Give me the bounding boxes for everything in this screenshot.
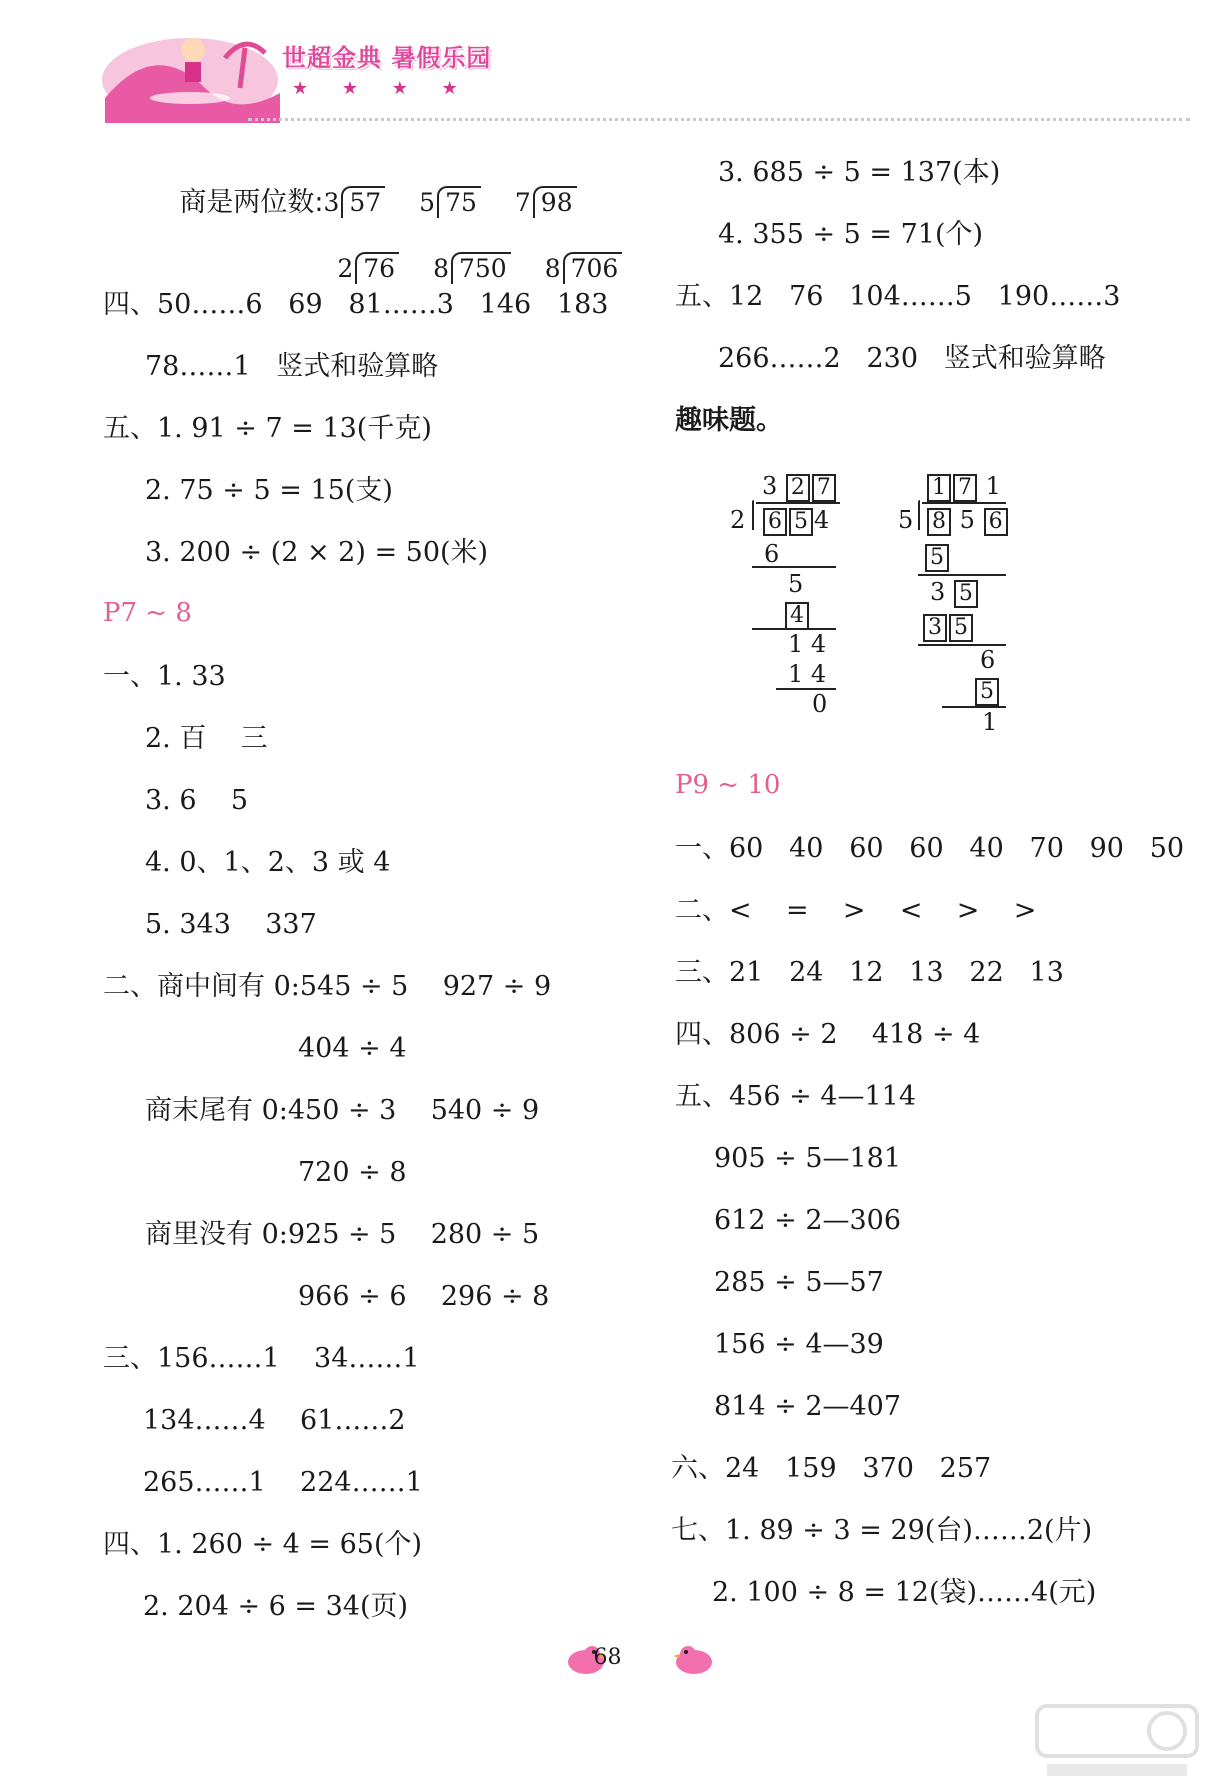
division-bar <box>922 502 1006 504</box>
puzzle1-step: 1 4 <box>788 630 827 658</box>
digit: 4 <box>814 506 830 534</box>
puzzle1-dividend <box>762 506 829 536</box>
dividend: 750 <box>451 252 511 284</box>
answer-line: 966 ÷ 6 296 ÷ 8 <box>298 1281 550 1312</box>
answer-line: 四、1. 260 ÷ 4 = 65(个) <box>103 1529 423 1560</box>
brand-title: 世超金典 暑假乐园 <box>282 44 492 72</box>
answer-box: 2 <box>786 474 810 502</box>
long-division-item <box>433 252 511 286</box>
puzzle2-step: 6 <box>980 646 996 674</box>
puzzle1-step: 5 <box>788 570 804 598</box>
division-rule <box>752 566 836 568</box>
dividend: 57 <box>341 186 385 218</box>
answer-line: 3. 685 ÷ 5 = 137(本) <box>718 157 1001 188</box>
long-division-item <box>337 252 399 286</box>
digit: 3 <box>762 472 778 500</box>
dividend: 98 <box>533 186 577 218</box>
answer-line: 一、60 40 60 60 40 70 90 50 <box>675 833 1185 864</box>
divisor: 8 <box>433 254 449 283</box>
puzzle1-step <box>784 600 810 630</box>
answer-line: 78……1 竖式和验算略 <box>145 351 439 382</box>
answer-line: 商里没有 0:925 ÷ 5 280 ÷ 5 <box>145 1219 540 1250</box>
answer-line: 二、商中间有 0:545 ÷ 5 927 ÷ 9 <box>103 971 552 1002</box>
answer-line: 一、1. 33 <box>103 661 226 692</box>
answer-line: 二、< = > < > > <box>675 895 1037 926</box>
answer-line: 612 ÷ 2—306 <box>714 1205 902 1236</box>
answer-line: 905 ÷ 5—181 <box>714 1143 902 1174</box>
divisor: 7 <box>514 188 531 217</box>
section-heading-p7-8: P7 ~ 8 <box>103 598 192 628</box>
answer-box: 6 <box>984 508 1008 536</box>
long-division-item <box>515 186 577 220</box>
answer-line: 五、12 76 104……5 190……3 <box>675 281 1121 312</box>
answer-line: 3. 200 ÷ (2 × 2) = 50(米) <box>145 537 489 568</box>
answer-box: 1 <box>927 474 951 502</box>
dividend: 706 <box>563 252 623 284</box>
puzzle1-step: 1 4 <box>788 660 827 688</box>
answer-line: 四、806 ÷ 2 418 ÷ 4 <box>675 1019 981 1050</box>
divisor: 2 <box>337 254 354 283</box>
answer-box: 8 <box>927 508 951 536</box>
answer-line: 2. 100 ÷ 8 = 12(袋)……4(元) <box>712 1577 1097 1608</box>
division-bracket <box>918 500 920 530</box>
answer-line: 814 ÷ 2—407 <box>714 1391 902 1422</box>
long-division-item <box>419 186 481 220</box>
answer-line: 134……4 61……2 <box>143 1405 406 1436</box>
section-heading-p9-10: P9 ~ 10 <box>675 770 781 800</box>
answer-box: 5 <box>949 614 973 642</box>
puzzle1-quotient <box>762 472 837 502</box>
puzzle2-step <box>922 612 974 642</box>
answer-box: 4 <box>785 602 809 630</box>
answer-line: 265……1 224……1 <box>143 1467 423 1498</box>
answer-line: 四、50……6 69 81……3 146 183 <box>103 289 609 320</box>
answer-line: 五、1. 91 ÷ 7 = 13(千克) <box>103 413 432 444</box>
puzzle2-dividend <box>926 506 1009 536</box>
answer-line: 2. 204 ÷ 6 = 34(页) <box>143 1591 409 1622</box>
digit: 3 <box>930 578 946 606</box>
answer-line: 2. 75 ÷ 5 = 15(支) <box>145 475 393 506</box>
dividend: 75 <box>437 186 481 218</box>
answer-box: 7 <box>953 474 977 502</box>
answer-line: 720 ÷ 8 <box>298 1157 407 1188</box>
page-number: 68 <box>593 1645 622 1670</box>
answer-line: 七、1. 89 ÷ 3 = 29(台)……2(片) <box>671 1515 1093 1546</box>
puzzle2-divisor: 5 <box>898 506 914 534</box>
answer-box: 7 <box>812 474 836 502</box>
answer-box: 6 <box>763 508 787 536</box>
digit: 5 <box>959 506 975 534</box>
answer-line: 4. 355 ÷ 5 = 71(个) <box>718 219 984 250</box>
division-rule <box>918 574 1006 576</box>
answer-line: 4. 0、1、2、3 或 4 <box>145 847 391 878</box>
puzzle2-remainder: 1 <box>982 708 998 736</box>
dividend: 76 <box>355 252 399 284</box>
puzzle2-step <box>974 676 1000 706</box>
divisor: 5 <box>419 188 436 217</box>
divisor: 3 <box>323 188 340 217</box>
long-division-item <box>323 186 385 220</box>
bird-icon <box>672 1640 718 1678</box>
brand-stars: ★ ★ ★ ★ <box>292 78 472 99</box>
quotient-two-digit-label: 商是两位数: <box>179 187 324 218</box>
answer-box: 5 <box>954 580 978 608</box>
watermark-logo-icon <box>1027 1696 1207 1786</box>
answer-line: 266……2 230 竖式和验算略 <box>718 343 1106 374</box>
division-bracket <box>752 500 754 530</box>
puzzle2-step <box>924 542 950 572</box>
long-division-item <box>545 252 623 286</box>
surfer-illustration-icon <box>95 18 285 128</box>
puzzle1-remainder: 0 <box>812 690 828 718</box>
answer-line: 2. 百 三 <box>145 723 268 754</box>
header-divider <box>248 118 1190 121</box>
answer-line: 156 ÷ 4—39 <box>714 1329 884 1360</box>
digit: 1 <box>985 472 1001 500</box>
division-bar <box>756 502 840 504</box>
answer-box: 3 <box>923 614 947 642</box>
divisor: 8 <box>544 254 561 283</box>
puzzle2-step <box>930 578 979 608</box>
fun-problem-heading: 趣味题。 <box>675 405 783 436</box>
answer-box: 5 <box>975 678 999 706</box>
answer-line: 404 ÷ 4 <box>298 1033 407 1064</box>
answer-line: 5. 343 337 <box>145 909 317 940</box>
answer-box: 5 <box>789 508 813 536</box>
answer-box: 5 <box>925 544 949 572</box>
answer-line: 商末尾有 0:450 ÷ 3 540 ÷ 9 <box>145 1095 540 1126</box>
answer-line: 三、21 24 12 13 22 13 <box>675 957 1064 988</box>
answer-line: 三、156……1 34……1 <box>103 1343 420 1374</box>
division-group-2 <box>337 253 656 284</box>
answer-line: 六、24 159 370 257 <box>671 1453 992 1484</box>
puzzle1-step: 6 <box>764 540 780 568</box>
puzzle1-divisor: 2 <box>730 506 746 534</box>
answer-line: 五、456 ÷ 4—114 <box>675 1081 917 1112</box>
division-group-1 <box>323 187 610 218</box>
answer-line: 285 ÷ 5—57 <box>714 1267 884 1298</box>
answer-line: 3. 6 5 <box>145 785 249 816</box>
puzzle2-quotient <box>926 472 1001 502</box>
